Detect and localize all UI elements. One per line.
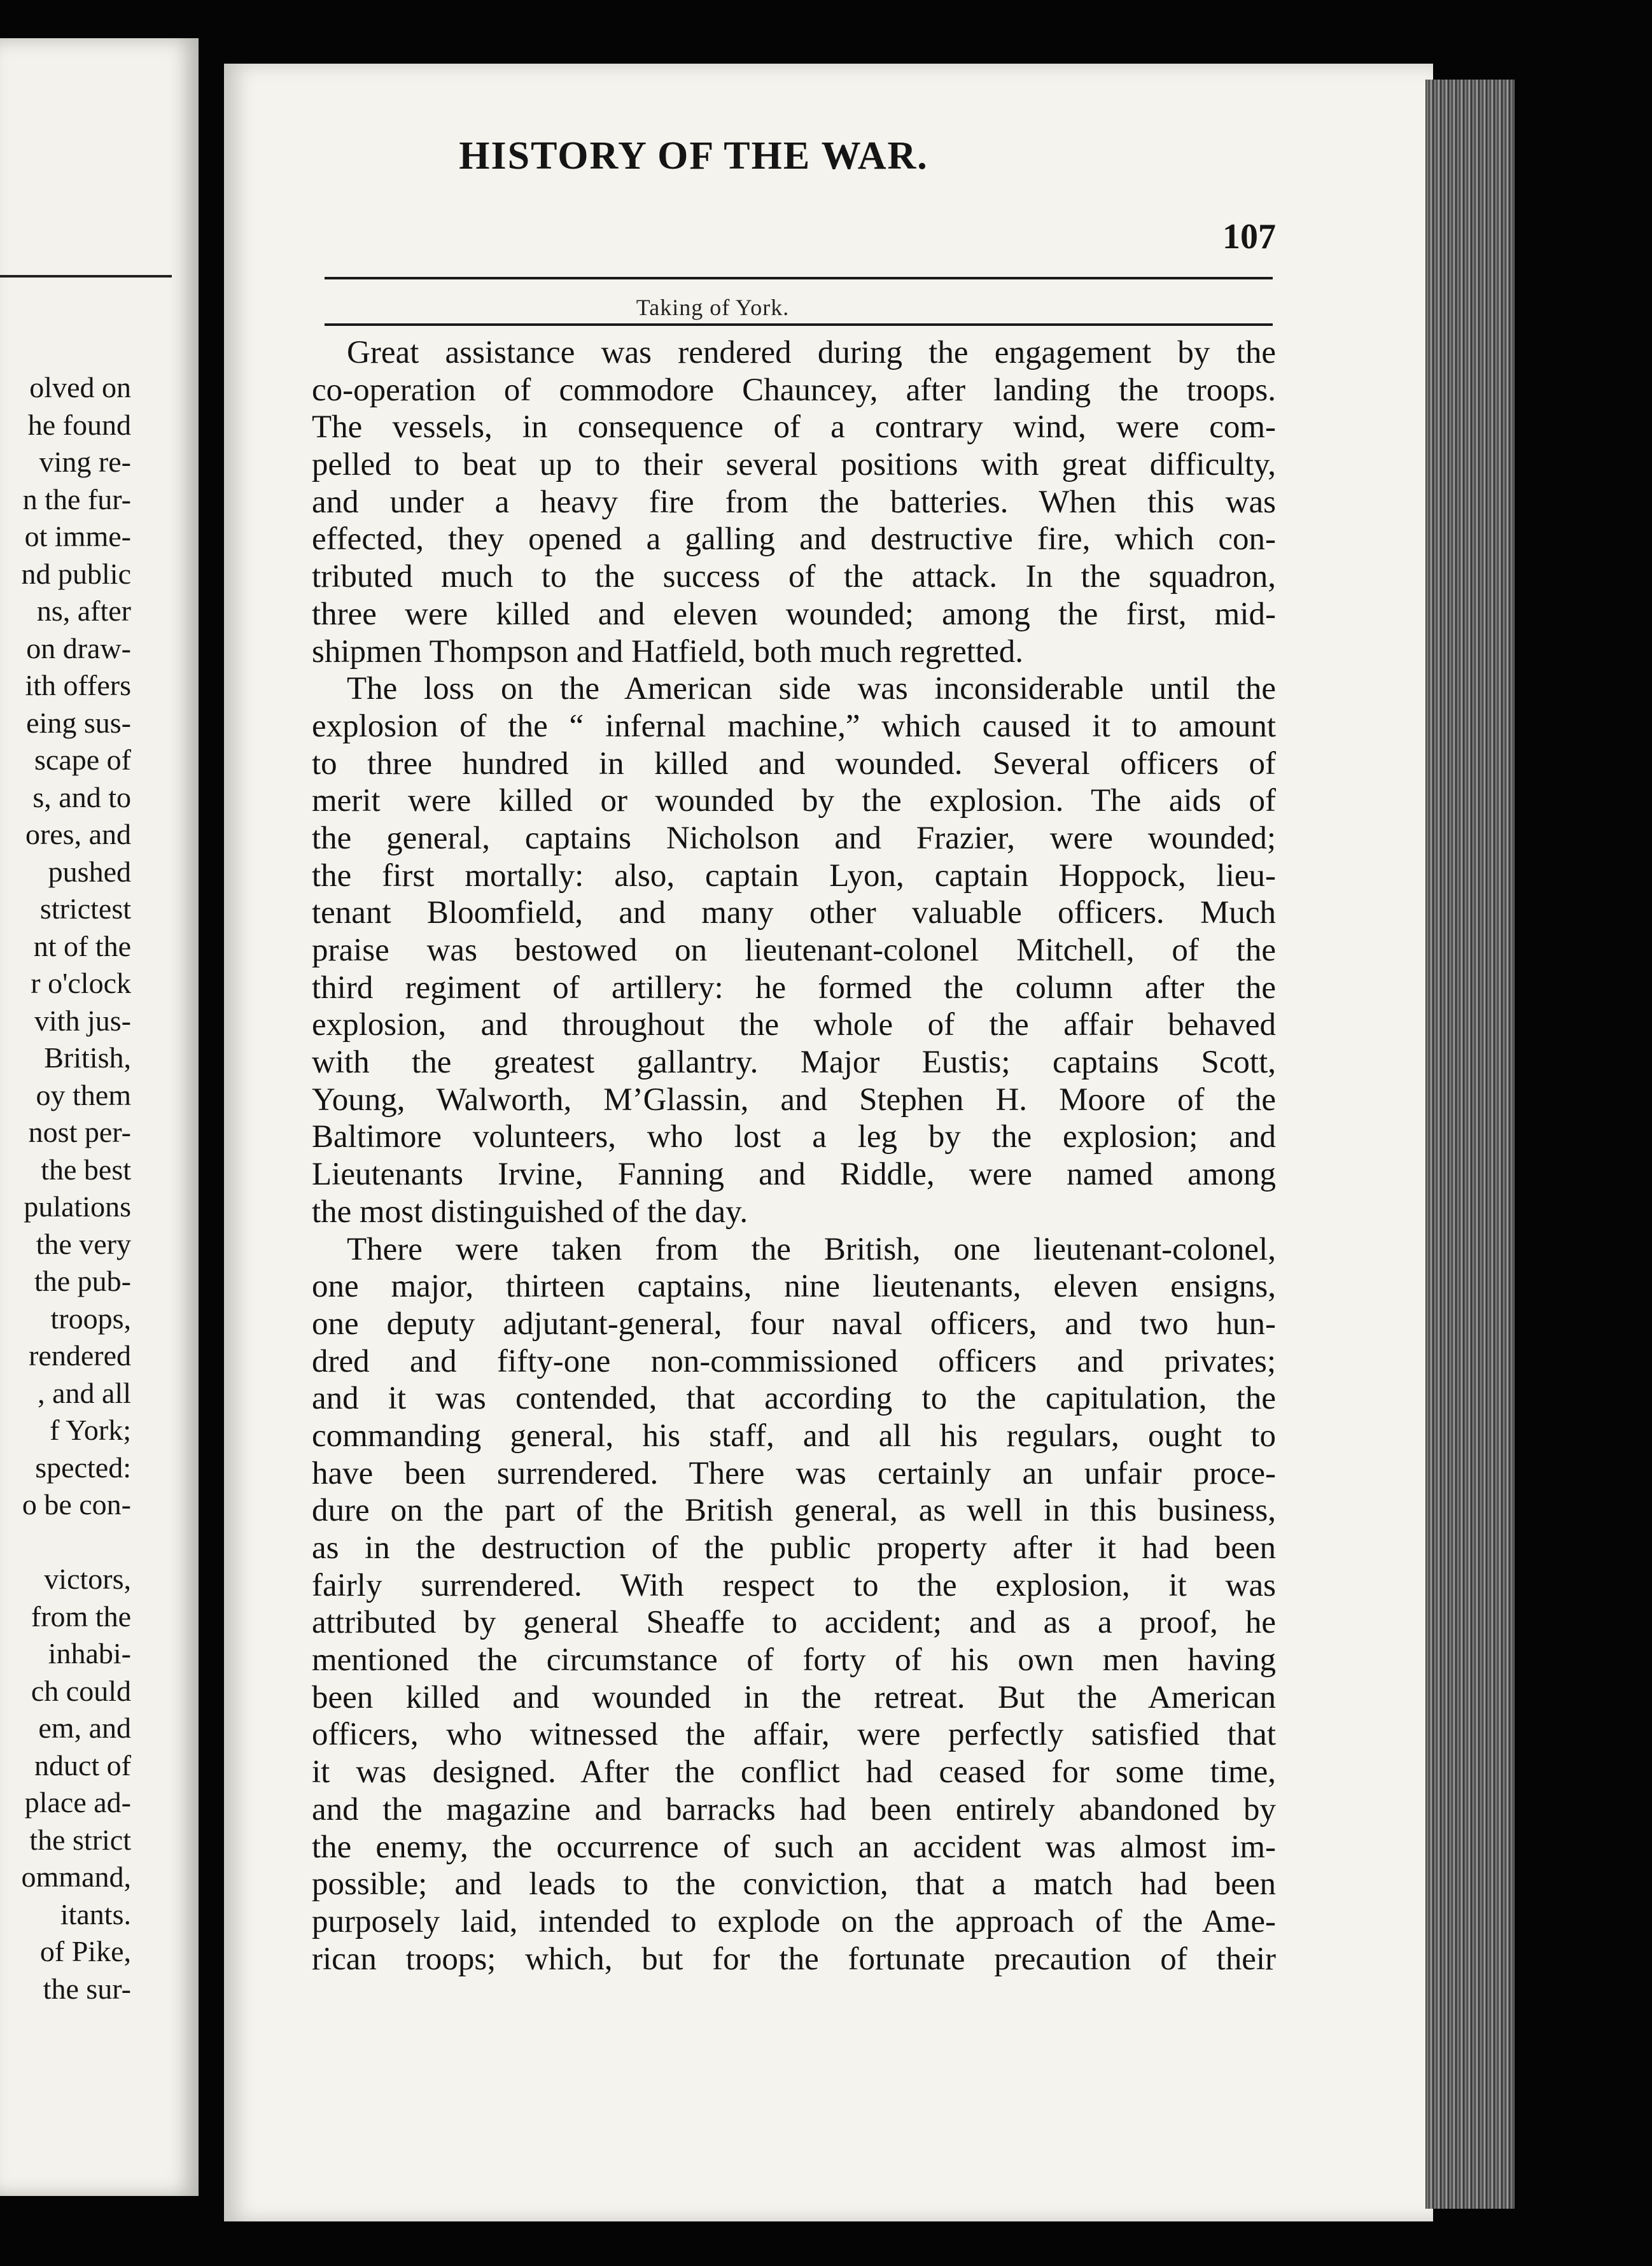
body-line: attributed by general Sheaffe to accident; and as a proof, he xyxy=(312,1605,1276,1641)
body-line: The vessels, in consequence of a contrary wind, were com- xyxy=(312,409,1276,446)
body-line: and the magazine and barracks had been entirely abandoned by xyxy=(312,1791,1276,1827)
body-line: purposely laid, intended to explode on the approach of the Ame- xyxy=(312,1903,1276,1939)
left-page-line: itants. xyxy=(60,1897,131,1931)
left-page-line: olved on xyxy=(29,371,131,404)
body-line: and it was contended, that according to the capitulation, the xyxy=(312,1381,1276,1417)
left-page-text xyxy=(0,369,185,2008)
left-page-line: place ad- xyxy=(24,1786,131,1819)
left-page-line: o be con- xyxy=(22,1488,131,1521)
left-page-line: he found xyxy=(27,408,131,441)
body-line: the general, captains Nicholson and Frazier, were wounded; xyxy=(312,820,1276,856)
left-page-line: spected: xyxy=(35,1451,131,1484)
left-page-line: nt of the xyxy=(33,929,131,962)
left-page-line: rendered xyxy=(29,1339,131,1372)
left-page-line: of Pike, xyxy=(39,1935,131,1967)
left-page-line: ch could xyxy=(31,1674,131,1707)
body-line: tributed much to the success of the attack. In the squadron, xyxy=(312,559,1276,595)
left-page-line: , and all xyxy=(38,1376,131,1409)
body-line: There were taken from the British, one lieutenant-colonel, xyxy=(347,1231,1276,1267)
body-line: have been surrendered. There was certainly an unfair proce- xyxy=(312,1455,1276,1491)
left-page-line: the sur- xyxy=(43,1972,131,2005)
body-line: been killed and wounded in the retreat. But the American xyxy=(312,1679,1276,1715)
left-page-line: victors, xyxy=(44,1563,131,1595)
header-rule-bottom xyxy=(325,323,1273,326)
body-line: Lieutenants Irvine, Fanning and Riddle, were named among xyxy=(312,1157,1276,1193)
left-page-line: n the fur- xyxy=(22,482,131,516)
body-line: co-operation of commodore Chauncey, after landing the troops. xyxy=(312,372,1276,408)
left-page-line: nduct of xyxy=(34,1749,131,1782)
body-line: Young, Walworth, M’Glassin, and Stephen H. Moore of the xyxy=(312,1081,1276,1118)
left-page-line: oy them xyxy=(36,1078,131,1111)
left-page-line: pushed xyxy=(48,855,131,888)
left-page-line: the pub- xyxy=(34,1265,131,1297)
left-page-line: the strict xyxy=(29,1823,131,1856)
body-line: Great assistance was rendered during the engagement by the xyxy=(347,335,1276,370)
left-page-line: vith jus- xyxy=(34,1004,131,1037)
body-line: dure on the part of the British general, as well in this business, xyxy=(312,1493,1276,1529)
left-facing-page xyxy=(0,38,199,2196)
body-line: pelled to beat up to their several positions with great difficulty, xyxy=(312,447,1276,483)
body-line: third regiment of artillery: he formed the column after the xyxy=(312,969,1276,1006)
left-page-line: ns, after xyxy=(36,595,131,627)
left-page-rule xyxy=(0,275,172,278)
body-line: rican troops; which, but for the fortunate precaution of their xyxy=(312,1941,1276,1977)
body-line: the enemy, the occurrence of such an accident was almost im- xyxy=(312,1829,1276,1865)
left-page-line: on draw- xyxy=(26,631,131,665)
left-page-line: ommand, xyxy=(21,1861,131,1893)
body-line: tenant Bloomfield, and many other valuable officers. Much xyxy=(312,895,1276,931)
body-line: one deputy adjutant-general, four naval officers, and two hun- xyxy=(312,1305,1276,1342)
body-line: explosion of the “ infernal machine,” which caused it to amount xyxy=(312,708,1276,744)
left-page-line: from the xyxy=(31,1600,131,1633)
body-line: the first mortally: also, captain Lyon, captain Hoppock, lieu- xyxy=(312,857,1276,894)
left-page-line: troops, xyxy=(50,1302,131,1335)
page-number: 107 xyxy=(1222,217,1276,257)
page-edges xyxy=(1425,80,1515,2209)
left-page-line: scape of xyxy=(34,743,131,776)
left-page-line: the best xyxy=(41,1153,131,1186)
body-line: explosion, and throughout the whole of the affair behaved xyxy=(312,1007,1276,1043)
left-page-line xyxy=(0,1524,185,1561)
body-line: to three hundred in killed and wounded. Several officers of xyxy=(312,745,1276,782)
body-text xyxy=(312,334,1276,1978)
body-line: dred and fifty-one non-commissioned officers and privates; xyxy=(312,1343,1276,1379)
body-line: commanding general, his staff, and all his regulars, ought to xyxy=(312,1418,1276,1454)
body-line: Baltimore volunteers, who lost a leg by the explosion; and xyxy=(312,1119,1276,1155)
left-page-line: em, and xyxy=(38,1712,131,1744)
body-line: shipmen Thompson and Hatfield, both much regretted. xyxy=(312,633,1023,670)
body-line: and under a heavy fire from the batteries. When this was xyxy=(312,484,1276,520)
body-line: praise was bestowed on lieutenant-colonel Mitchell, of the xyxy=(312,932,1276,968)
left-page-line: nost per- xyxy=(28,1116,131,1148)
header-rule-top xyxy=(325,277,1273,279)
body-line: with the greatest gallantry. Major Eustis; captains Scott, xyxy=(312,1045,1276,1081)
body-line: the most distinguished of the day. xyxy=(312,1193,748,1230)
left-page-line: r o'clock xyxy=(31,967,131,999)
body-line: mentioned the circumstance of forty of his own men having xyxy=(312,1642,1276,1678)
left-page-line: pulations xyxy=(24,1190,131,1223)
left-page-line: the very xyxy=(36,1227,131,1260)
body-line: possible; and leads to the conviction, that a match had been xyxy=(312,1866,1276,1903)
body-line: effected, they opened a galling and destructive fire, which con- xyxy=(312,521,1276,558)
left-page-line: nd public xyxy=(21,557,131,590)
left-page-line: ving re- xyxy=(39,446,131,478)
left-page-line: strictest xyxy=(39,892,131,925)
body-line: merit were killed or wounded by the explosion. The aids of xyxy=(312,783,1276,819)
section-title: Taking of York. xyxy=(636,295,790,320)
left-page-line: inhabi- xyxy=(48,1637,131,1670)
running-title: HISTORY OF THE WAR. xyxy=(459,134,928,178)
body-line: as in the destruction of the public property after it had been xyxy=(312,1530,1276,1566)
left-page-line: s, and to xyxy=(32,780,131,813)
body-line: officers, who witnessed the affair, were perfectly satisfied that xyxy=(312,1717,1276,1753)
left-page-line: eing sus- xyxy=(26,706,131,739)
body-line: The loss on the American side was inconsiderable until the xyxy=(347,671,1276,707)
left-page-line: ith offers xyxy=(25,669,131,701)
left-page-line: British, xyxy=(44,1041,131,1074)
left-page-line: ores, and xyxy=(25,818,131,850)
left-page-line: f York; xyxy=(50,1414,131,1446)
body-line: one major, thirteen captains, nine lieutenants, eleven ensigns, xyxy=(312,1269,1276,1305)
left-page-line: ot imme- xyxy=(24,520,131,552)
body-line: it was designed. After the conflict had ceased for some time, xyxy=(312,1754,1276,1791)
body-line: fairly surrendered. With respect to the explosion, it was xyxy=(312,1567,1276,1603)
body-line: three were killed and eleven wounded; among the first, mid- xyxy=(312,596,1276,632)
